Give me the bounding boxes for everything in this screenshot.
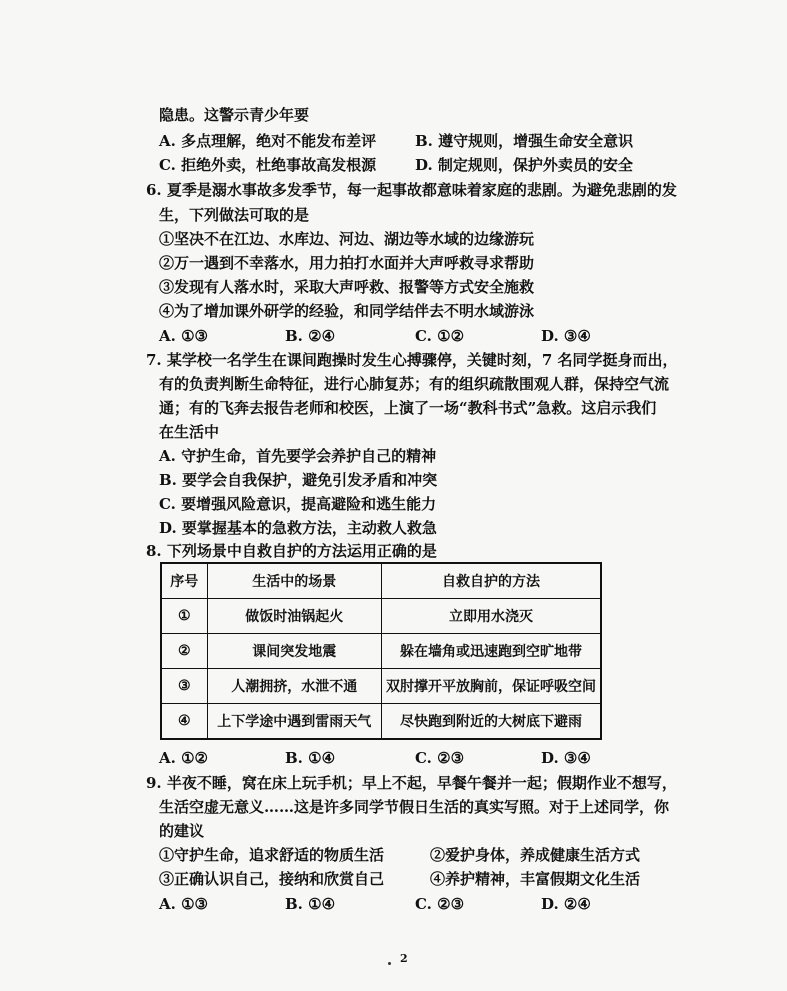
intro-option-b: B. 遵守规则，增强生命安全意识 <box>415 132 634 150</box>
q7-stem-line-3: 通；有的飞奔去报告老师和校医，上演了一场“教科书式”急救。这启示我们 <box>159 399 657 417</box>
q6-option-d: D. ③④ <box>541 327 591 345</box>
table-cell-method: 躲在墙角或迅速跑到空旷地带 <box>382 634 602 669</box>
intro-option-d: D. 制定规则，保护外卖员的安全 <box>415 156 633 174</box>
q6-stem-line-1: 6. 夏季是溺水事故多发季节，每一起事故都意味着家庭的悲剧。为避免悲剧的发 <box>146 181 677 199</box>
q9-stem-line-3: 的建议 <box>159 822 205 840</box>
table-cell-method: 立即用水浇灭 <box>382 599 602 634</box>
q9-item-1: ①守护生命，追求舒适的物质生活 <box>159 846 385 864</box>
q9-option-a: A. ①③ <box>159 895 208 913</box>
table-header-row <box>161 563 601 599</box>
intro-line: 隐患。这警示青少年要 <box>159 106 310 124</box>
q8-option-c: C. ②③ <box>415 749 465 767</box>
table-cell-scene: 上下学途中遇到雷雨天气 <box>207 704 381 740</box>
q6-item-3: ③发现有人落水时，采取大声呼救、报警等方式安全施救 <box>159 278 535 296</box>
intro-option-c: C. 拒绝外卖，杜绝事故高发根源 <box>159 156 377 174</box>
q9-item-4: ④养护精神，丰富假期文化生活 <box>430 870 641 888</box>
table-row <box>161 704 601 740</box>
table-cell-index: ① <box>161 599 207 634</box>
q8-option-b: B. ①④ <box>285 749 336 767</box>
q7-option-a: A. 守护生命，首先要学会养护自己的精神 <box>159 447 437 465</box>
q9-item-3: ③正确认识自己，接纳和欣赏自己 <box>159 870 385 888</box>
q9-item-2: ②爱护身体，养成健康生活方式 <box>430 846 641 864</box>
q7-stem-line-4: 在生活中 <box>159 423 220 441</box>
table-row <box>161 599 601 634</box>
table-cell-method: 双肘撑开平放胸前，保证呼吸空间 <box>382 669 602 704</box>
q6-stem-line-2: 生，下列做法可取的是 <box>159 206 310 224</box>
table-header-scene: 生活中的场景 <box>207 563 381 599</box>
q6-option-b: B. ②④ <box>285 327 336 345</box>
intro-option-a: A. 多点理解，绝对不能发布差评 <box>159 132 377 150</box>
table-header-index: 序号 <box>161 563 207 599</box>
table-row <box>161 669 601 704</box>
table-cell-scene: 人潮拥挤，水泄不通 <box>207 669 381 704</box>
q8-option-d: D. ③④ <box>541 749 591 767</box>
q9-stem-line-2: 生活空虚无意义……这是许多同学节假日生活的真实写照。对于上述同学，你 <box>159 798 670 816</box>
q7-option-d: D. 要掌握基本的急救方法，主动救人救急 <box>159 519 437 537</box>
q6-item-1: ①坚决不在江边、水库边、河边、湖边等水域的边缘游玩 <box>159 230 535 248</box>
q7-stem-line-2: 有的负责判断生命特征，进行心肺复苏；有的组织疏散围观人群，保持空气流 <box>159 375 670 393</box>
table-cell-index: ③ <box>161 669 207 704</box>
table-header-method: 自救自护的方法 <box>382 563 602 599</box>
q7-option-b: B. 要学会自我保护，避免引发矛盾和冲突 <box>159 471 438 489</box>
q9-stem-line-1: 9. 半夜不睡，窝在床上玩手机；早上不起，早餐午餐并一起；假期作业不想写， <box>146 774 677 792</box>
page-number: 2 <box>400 952 408 965</box>
scan-dot <box>388 962 391 965</box>
table-cell-index: ② <box>161 634 207 669</box>
q8-stem: 8. 下列场景中自救自护的方法运用正确的是 <box>146 542 437 560</box>
q7-option-c: C. 要增强风险意识，提高避险和逃生能力 <box>159 495 437 513</box>
table-cell-index: ④ <box>161 704 207 740</box>
q9-option-b: B. ①④ <box>285 895 336 913</box>
q6-item-4: ④为了增加课外研学的经验，和同学结伴去不明水域游泳 <box>159 302 535 320</box>
q9-option-d: D. ②④ <box>541 895 591 913</box>
table-cell-scene: 课间突发地震 <box>207 634 381 669</box>
q6-item-2: ②万一遇到不幸落水，用力拍打水面并大声呼救寻求帮助 <box>159 254 535 272</box>
q9-option-c: C. ②③ <box>415 895 465 913</box>
q6-option-c: C. ①② <box>415 327 465 345</box>
table-cell-scene: 做饭时油锅起火 <box>207 599 381 634</box>
q6-option-a: A. ①③ <box>159 327 208 345</box>
table-row <box>161 634 601 669</box>
q8-table <box>160 562 602 740</box>
q7-stem-line-1: 7. 某学校一名学生在课间跑操时发生心搏骤停，关键时刻，7 名同学挺身而出， <box>146 351 678 369</box>
q8-option-a: A. ①② <box>159 749 208 767</box>
table-cell-method: 尽快跑到附近的大树底下避雨 <box>382 704 602 740</box>
